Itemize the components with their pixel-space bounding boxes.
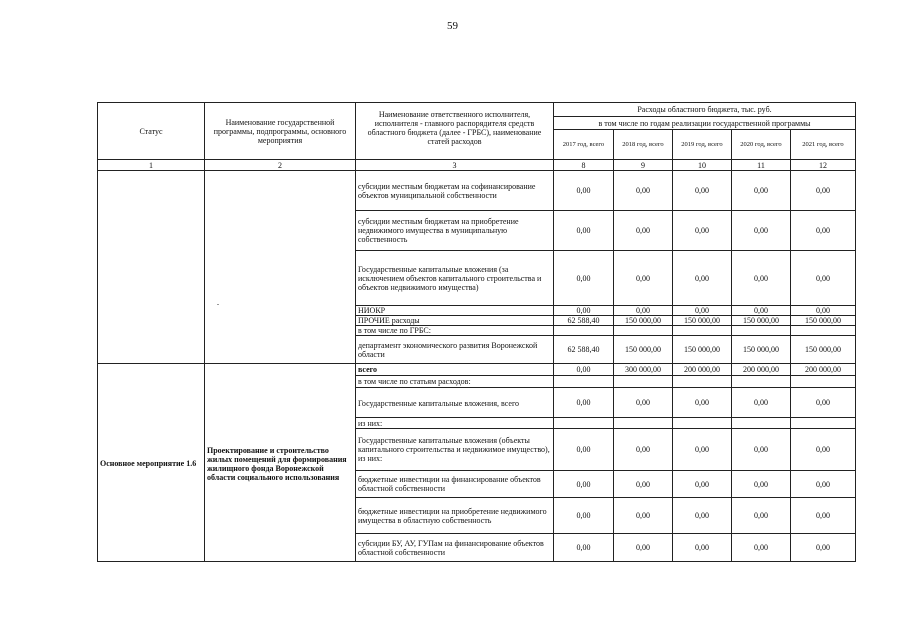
header-status: Статус — [98, 103, 205, 160]
value-cell: 0,00 — [673, 388, 732, 418]
value-cell: 200 000,00 — [791, 364, 856, 376]
value-cell: 0,00 — [791, 471, 856, 498]
value-cell: 0,00 — [614, 534, 673, 562]
value-cell: 0,00 — [554, 471, 614, 498]
value-cell — [732, 418, 791, 429]
row-label: бюджетные инвестиции на финансирование объектов областной собственности — [356, 471, 554, 498]
value-cell — [614, 326, 673, 336]
value-cell: 0,00 — [614, 388, 673, 418]
row-label: в том числе по статьям расходов: — [356, 376, 554, 388]
column-number: 12 — [791, 160, 856, 171]
value-cell: 150 000,00 — [732, 336, 791, 364]
value-cell: 0,00 — [732, 251, 791, 306]
status-cell-empty — [98, 171, 205, 364]
value-cell: 0,00 — [791, 251, 856, 306]
value-cell — [732, 326, 791, 336]
value-cell — [673, 418, 732, 429]
value-cell — [791, 376, 856, 388]
row-label: бюджетные инвестиции на приобретение недвижимого имущества в областную собственность — [356, 498, 554, 534]
value-cell: 0,00 — [732, 534, 791, 562]
value-cell: 0,00 — [614, 251, 673, 306]
row-label: из них: — [356, 418, 554, 429]
value-cell: 0,00 — [614, 171, 673, 211]
value-cell: 0,00 — [673, 306, 732, 316]
value-cell: 62 588,40 — [554, 336, 614, 364]
header-year-2017: 2017 год, всего — [554, 130, 614, 160]
value-cell: 0,00 — [554, 534, 614, 562]
header-year-2021: 2021 год, всего — [791, 130, 856, 160]
value-cell: 0,00 — [614, 471, 673, 498]
header-year-2018: 2018 год, всего — [614, 130, 673, 160]
value-cell: 0,00 — [732, 429, 791, 471]
value-cell: 0,00 — [732, 498, 791, 534]
column-number: 10 — [673, 160, 732, 171]
page-number: 59 — [447, 20, 458, 32]
value-cell: 0,00 — [791, 498, 856, 534]
value-cell: 0,00 — [732, 388, 791, 418]
value-cell — [791, 326, 856, 336]
table-row — [98, 364, 856, 376]
value-cell: 0,00 — [791, 388, 856, 418]
value-cell: 150 000,00 — [791, 336, 856, 364]
value-cell — [614, 418, 673, 429]
value-cell: 0,00 — [732, 471, 791, 498]
value-cell — [554, 418, 614, 429]
value-cell — [732, 376, 791, 388]
value-cell — [791, 418, 856, 429]
row-label: субсидии БУ, АУ, ГУПам на финансирование объектов областной собственности — [356, 534, 554, 562]
header-year-2019: 2019 год, всего — [673, 130, 732, 160]
column-number: 3 — [356, 160, 554, 171]
value-cell: 200 000,00 — [673, 364, 732, 376]
value-cell — [673, 376, 732, 388]
value-cell: 150 000,00 — [673, 336, 732, 364]
column-number: 9 — [614, 160, 673, 171]
value-cell: 0,00 — [673, 471, 732, 498]
value-cell — [673, 326, 732, 336]
value-cell: 0,00 — [554, 388, 614, 418]
value-cell: 0,00 — [732, 306, 791, 316]
row-label: субсидии местным бюджетам на софинансирование объектов муниципальной собственности — [356, 171, 554, 211]
value-cell: 62 588,40 — [554, 316, 614, 326]
value-cell: 150 000,00 — [732, 316, 791, 326]
value-cell: 0,00 — [554, 498, 614, 534]
value-cell: 0,00 — [554, 306, 614, 316]
row-label: Государственные капитальные вложения (объекты капитального строительства и недвижимое имущество), из них: — [356, 429, 554, 471]
value-cell: 150 000,00 — [614, 336, 673, 364]
value-cell: 200 000,00 — [732, 364, 791, 376]
row-label: всего — [356, 364, 554, 376]
value-cell: 0,00 — [554, 211, 614, 251]
value-cell: 0,00 — [554, 171, 614, 211]
header-expenses: Расходы областного бюджета, тыс. руб. — [554, 103, 856, 117]
value-cell: 150 000,00 — [614, 316, 673, 326]
name-cell: Проектирование и строительство жилых помещений для формирования жилищного фонда Воронежской области социального использования — [205, 364, 356, 562]
column-number: 8 — [554, 160, 614, 171]
header-year-2020: 2020 год, всего — [732, 130, 791, 160]
value-cell: 0,00 — [732, 171, 791, 211]
scan-speck — [217, 304, 219, 305]
value-cell: 0,00 — [673, 429, 732, 471]
column-number: 11 — [732, 160, 791, 171]
header-program-name: Наименование государственной программы, подпрограммы, основного мероприятия — [205, 103, 356, 160]
value-cell: 0,00 — [791, 534, 856, 562]
value-cell: 0,00 — [791, 306, 856, 316]
row-label: НИОКР — [356, 306, 554, 316]
value-cell: 0,00 — [554, 364, 614, 376]
value-cell: 0,00 — [673, 251, 732, 306]
value-cell: 0,00 — [732, 211, 791, 251]
value-cell: 0,00 — [673, 534, 732, 562]
budget-table — [97, 102, 856, 562]
value-cell: 0,00 — [673, 211, 732, 251]
value-cell: 0,00 — [614, 211, 673, 251]
name-cell-empty — [205, 171, 356, 364]
table-row — [98, 171, 856, 211]
value-cell: 300 000,00 — [614, 364, 673, 376]
column-number: 2 — [205, 160, 356, 171]
value-cell: 0,00 — [614, 498, 673, 534]
column-number: 1 — [98, 160, 205, 171]
value-cell — [554, 376, 614, 388]
value-cell: 150 000,00 — [673, 316, 732, 326]
value-cell: 0,00 — [554, 429, 614, 471]
status-cell: Основное мероприятие 1.6 — [98, 364, 205, 562]
header-by-years: в том числе по годам реализации государственной программы — [554, 117, 856, 130]
row-label: в том числе по ГРБС: — [356, 326, 554, 336]
value-cell: 0,00 — [791, 211, 856, 251]
row-label: ПРОЧИЕ расходы — [356, 316, 554, 326]
row-label: департамент экономического развития Воронежской области — [356, 336, 554, 364]
value-cell: 0,00 — [791, 429, 856, 471]
value-cell: 0,00 — [673, 498, 732, 534]
value-cell — [554, 326, 614, 336]
value-cell: 0,00 — [614, 429, 673, 471]
value-cell: 0,00 — [614, 306, 673, 316]
value-cell: 0,00 — [791, 171, 856, 211]
value-cell: 150 000,00 — [791, 316, 856, 326]
value-cell: 0,00 — [673, 171, 732, 211]
value-cell — [614, 376, 673, 388]
row-label: Государственные капитальные вложения, всего — [356, 388, 554, 418]
value-cell: 0,00 — [554, 251, 614, 306]
row-label: субсидии местным бюджетам на приобретение недвижимого имущества в муниципальную собственность — [356, 211, 554, 251]
row-label: Государственные капитальные вложения (за исключением объектов капитального строительства и объектов недвижимого имущества) — [356, 251, 554, 306]
header-executor: Наименование ответственного исполнителя, исполнителя - главного распорядителя средств областного бюджета (далее - ГРБС), наименование статей расходов — [356, 103, 554, 160]
